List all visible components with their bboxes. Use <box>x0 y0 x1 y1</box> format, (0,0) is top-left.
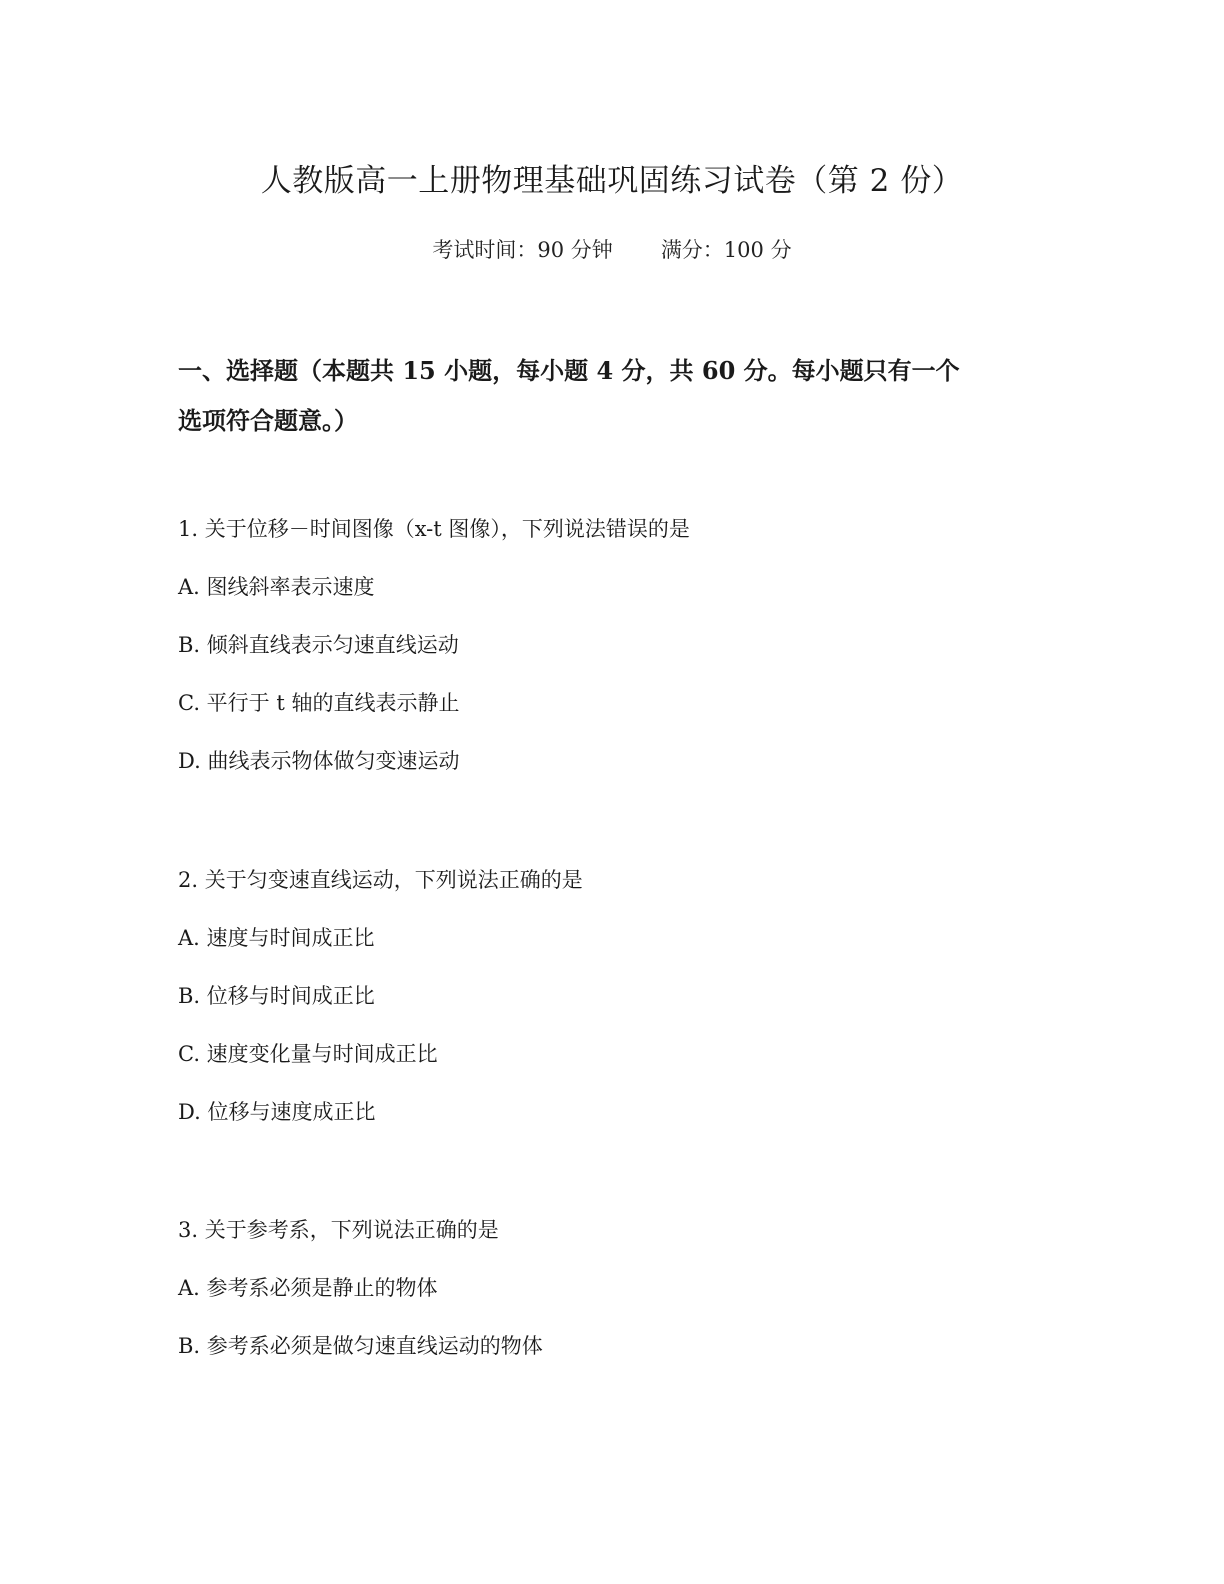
option-d: D. 位移与速度成正比 <box>178 1100 376 1124</box>
option-b: B. 位移与时间成正比 <box>178 984 375 1008</box>
page-title: 人教版高一上册物理基础巩固练习试卷（第 2 份） <box>260 163 964 199</box>
option-a: A. 图线斜率表示速度 <box>178 575 375 599</box>
option-b: B. 倾斜直线表示匀速直线运动 <box>178 633 459 657</box>
option-d: D. 曲线表示物体做匀变速运动 <box>178 749 460 773</box>
question-2 <box>178 865 1038 1127</box>
exam-time: 考试时间：90 分钟 <box>432 238 613 262</box>
full-score: 满分：100 分 <box>660 238 792 262</box>
question-stem: 1. 关于位移－时间图像（x-t 图像），下列说法错误的是 <box>178 517 690 541</box>
question-3 <box>178 1215 1038 1361</box>
option-a: A. 速度与时间成正比 <box>178 926 375 950</box>
question-stem: 2. 关于匀变速直线运动，下列说法正确的是 <box>178 868 583 892</box>
section-heading-line-2: 选项符合题意。） <box>178 406 358 435</box>
option-a: A. 参考系必须是静止的物体 <box>178 1276 438 1300</box>
option-b: B. 参考系必须是做匀速直线运动的物体 <box>178 1334 543 1358</box>
exam-info <box>0 234 1224 266</box>
question-1 <box>178 514 1038 776</box>
question-stem: 3. 关于参考系，下列说法正确的是 <box>178 1218 499 1242</box>
section-heading-line-1: 一、选择题（本题共 15 小题，每小题 4 分，共 60 分。每小题只有一个 <box>178 356 960 385</box>
option-c: C. 平行于 t 轴的直线表示静止 <box>178 691 460 715</box>
option-c: C. 速度变化量与时间成正比 <box>178 1042 438 1066</box>
section-heading <box>178 346 1028 446</box>
